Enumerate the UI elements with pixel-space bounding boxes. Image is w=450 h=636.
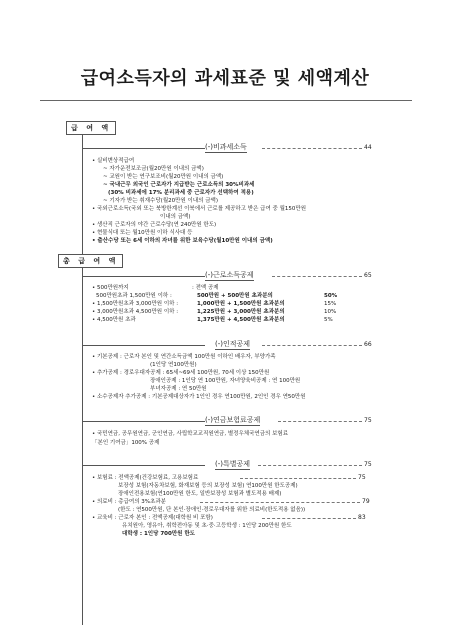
deduction-rate: 50% xyxy=(324,293,338,299)
leader-dots xyxy=(262,518,356,519)
page-ref: 75 xyxy=(364,461,372,468)
leader-dots xyxy=(240,478,356,479)
list-item: ~ 교원이 받는 연구보조비(월20만원 이내의 금액) xyxy=(103,174,224,180)
deduction-row xyxy=(96,292,338,300)
connector-line xyxy=(82,148,205,149)
page-ref: 65 xyxy=(364,272,372,279)
page-ref: 75 xyxy=(358,474,366,481)
list-item: 유치원아, 영유아, 취학전아동 및 초·중·고등학생 : 1인당 200만원 한도 xyxy=(122,523,292,529)
list-item: ~ 국내근무 외국인 근로자가 지급받는 근로소득의 30%비과세 xyxy=(103,182,255,188)
leader-dots xyxy=(272,276,362,277)
list-item: 장애인전용보험(연100만원 한도, 일반보장성 보험과 별도적용 배제) xyxy=(118,491,282,497)
deduction-rate: 5% xyxy=(324,317,333,323)
list-item: • 의료비 : 총급여의 3%초과분 xyxy=(92,499,166,505)
list-item: • 보험료 : 전액공제(건강보험료, 고용보험료 xyxy=(92,475,199,481)
connector-line xyxy=(82,421,205,422)
deduction-rate: 15% xyxy=(324,301,337,307)
list-item: • 실비변상적급여 xyxy=(92,158,135,164)
leader-dots xyxy=(262,148,362,149)
list-item: 「본인 기여금」100% 공제 xyxy=(92,440,160,446)
list-item: • 기본공제 : 근로자 본인 및 연간소득금액 100만원 이하인 배우자, 부양가족 xyxy=(92,354,276,360)
page-ref: 79 xyxy=(362,498,370,505)
deduction-range: • 4,500만원 초과 xyxy=(92,317,136,323)
list-item: 보장성 보험(자동차보험, 화재보험 등의 보장성 보험) 연100만원 한도공제) xyxy=(118,483,298,489)
deduction-range: • 1,500만원초과 3,000만원 이하 : xyxy=(92,301,179,307)
category-total-salary: 총 급 여 액 xyxy=(58,254,123,268)
deduction-range: • 500만원까지 xyxy=(92,285,129,291)
list-item: (한도 : 연500만원, 단 본인·장애인·경로우대자를 위한 의료비(한도적용 없음)) xyxy=(118,507,306,513)
connector-line xyxy=(82,465,205,466)
leader-dots xyxy=(262,345,362,346)
leader-dots xyxy=(258,465,362,466)
deduction-amount: 1,000만원 + 1,500만원 초과분의 xyxy=(197,301,285,307)
list-item: ~ 기자가 받는 취재수당(월20만원 이내의 금액) xyxy=(103,198,218,204)
list-item: • 국민연금, 공무원연금, 군인연금, 사립학교교직원연금, 별정우체국연금의 보험료 xyxy=(92,431,289,437)
page-ref: 66 xyxy=(364,341,372,348)
deduction-amount: 1,375만원 + 4,500만원 초과분의 xyxy=(197,317,285,323)
category-salary: 급 여 액 xyxy=(66,121,116,135)
deduction-row xyxy=(92,300,337,308)
flow-line xyxy=(82,125,83,625)
list-item: • 현물식대 또는 월10만원 이하 식사대 등 xyxy=(92,230,193,236)
list-item: 부녀자공제 : 연 50만원 xyxy=(150,386,207,392)
section-personal-deduction: (-)인적공제 xyxy=(215,340,251,348)
deduction-row xyxy=(92,284,219,292)
leader-dots xyxy=(278,421,362,422)
list-item: (30% 비과세에 17% 분리과세 중 근로자가 선택하여 적용) xyxy=(108,190,254,196)
deduction-amount: 1,225만원 + 3,000만원 초과분의 xyxy=(197,309,285,315)
list-item: • 교육비 : 근로자 본인 : 전액공제(대학원 비 포함) xyxy=(92,515,213,521)
page-ref: 75 xyxy=(364,417,372,424)
page-title: 급여소득자의 과세표준 및 세액계산 xyxy=(80,68,370,89)
section-pension-deduction: (-)연금보험료공제 xyxy=(205,416,261,424)
page-ref: 44 xyxy=(364,144,372,151)
connector-line xyxy=(82,345,205,346)
deduction-range: • 3,000만원초과 4,500만원 이하 : xyxy=(92,309,179,315)
title-divider xyxy=(40,100,412,101)
deduction-amount: 500만원 + 500만원 초과분의 xyxy=(197,293,273,299)
section-earned-income-deduction: (-)근로소득공제 xyxy=(205,271,254,279)
list-item: • 출산수당 또는 6세 이하의 자녀를 위한 보육수당(월10만원 이내의 금액) xyxy=(92,238,273,244)
list-item: 장애인공제 : 1인당 연 100만원, 자녀양육비공제 : 연 100만원 xyxy=(150,378,301,384)
deduction-row xyxy=(92,308,337,316)
list-item: (1인당 연100만원) xyxy=(150,362,197,368)
deduction-rate: 10% xyxy=(324,309,337,315)
deduction-range: 500만원초과 1,500만원 이하 : xyxy=(96,293,172,299)
list-item: • 추가공제 : 경로우대자공제 : 65세~69세 100만원, 70세 이상 150만원 xyxy=(92,370,270,376)
section-nontax: (-)비과세소득 xyxy=(205,143,247,151)
deduction-amount: : 전액 공제 xyxy=(192,285,219,291)
list-item: • 소수공제자 추가공제 : 기본공제대상자가 1인인 경우 연100만원, 2인인 경우 연50만원 xyxy=(92,394,306,400)
deduction-row xyxy=(92,316,333,324)
list-item: 대학생 : 1인당 700만원 한도 xyxy=(122,531,195,537)
list-item: • 생산직 근로자의 야간 근로수당(연 240만원 한도) xyxy=(92,222,217,228)
connector-line xyxy=(82,276,205,277)
list-item: ~ 자가운전보조금(월20만원 이내의 금액) xyxy=(103,166,204,172)
leader-dots xyxy=(200,502,360,503)
list-item: • 국외근로소득(국외 또는 북방한계선 이북에서 근로를 제공하고 받은 급여 중 월150만원 xyxy=(92,206,307,212)
list-item: 이내의 금액) xyxy=(160,214,191,220)
page-ref: 83 xyxy=(358,514,366,521)
section-special-deduction: (-)특별공제 xyxy=(215,460,251,468)
